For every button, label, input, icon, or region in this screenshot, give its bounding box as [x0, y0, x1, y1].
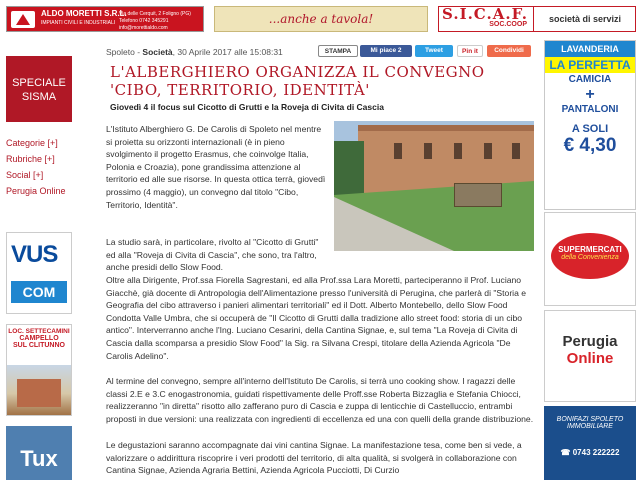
lavanderia-item2: PANTALONI — [561, 104, 619, 115]
settecamini-line3: SUL CLITUNNO — [13, 342, 65, 349]
article-paragraph-3: Oltre alla Dirigente, Prof.ssa Fiorella Sagrestani, ed alla Prof.ssa Lara Moretti, parteciperanno il Prof. Luciano Giacchè, già docente di Antropologia dell'Alimentazione presso l'università di Perugina, che parlerà di "Storia e Geografia del cibo attraverso i panieri alimentari territoriali" ed il Dott. Alberto Montebello, dello Slow Food Condotta Valle Umbra, che si occuperà de "Il Cicotto di Grutti dalla tradizione allo street food: storia di un cibo antico". Interverranno anche l'Ing. Luciano Cesarini, della Cantina Signae, e, sul tema "La Roveja di Civita di Cascia dalla scomparsa a presidio Slow Food" la Sig. ra Silvana Crespi, titolare della Azienda Agricola "De Carolis Adelino". — [106, 275, 527, 361]
top-banner-bar — [0, 0, 640, 38]
vus-com-text: COM — [11, 281, 67, 303]
article-photo — [334, 121, 534, 251]
photo-sign — [454, 183, 502, 207]
ad-vus-com[interactable] — [6, 232, 72, 314]
article-meta: Spoleto - Società, 30 Aprile 2017 alle 15:08:31 — [106, 47, 283, 57]
sicaf-service: società di servizi — [533, 7, 636, 31]
lavanderia-soli: A SOLI — [571, 123, 609, 135]
article-paragraph-1: L'Istituto Alberghiero G. De Carolis di Spoleto nel mentre si proietta su orizzonti internazionali (è in pieno svolgimento il progetto Erasmus, che coinvolge Italia, Polonia e Croazia), pone grandissima attenzione al territorio ed alle sue risorse. In questa ottica terrà, giovedì prossimo (4 maggio), un convegno dal titolo "Cibo, Territorio, Identità". — [106, 124, 326, 210]
ad-perugia-online[interactable] — [544, 310, 636, 402]
print-button[interactable]: STAMPA — [318, 45, 358, 57]
article-paragraph-4: Al termine del convegno, sempre all'interno dell'Istituto De Carolis, si terrà uno cooking show. I ragazzi delle classi 2.E e 3.C enogastronomia, guidati rispettivamente delle Proff.sse Roberta Bizzaglia e Stefania Chiocci, realizzeranno "in diretta" risotto allo zafferano puro di Cascia e zuppa di lenticchie di Castelluccio, entrambi proposti in due versioni: una realizzata con ingredienti di eccellenza ed una con quelli della grande distribuzione. — [106, 376, 534, 424]
sidebar-item-categorie[interactable]: Categorie [+] — [6, 138, 58, 148]
sidebar-item-social[interactable]: Social [+] — [6, 170, 44, 180]
meta-date: , 30 Aprile 2017 alle 15:08:31 — [172, 47, 283, 57]
article-paragraph-5: Le degustazioni saranno accompagnate dai vini cantina Signae. La manifestazione tesa, come ben si vede, a valorizzare o addirittura riscoprire i veri prodotti del territorio, di alta qualità, si svolgerà in collaborazione con Cantina Signae, Azienda Agraria Bettini, Azienda Agricola Pucciotti, Di Curzio — [106, 440, 522, 476]
tweet-button[interactable]: Tweet — [415, 45, 453, 57]
banner-aldo-moretti[interactable] — [6, 6, 204, 32]
supermercati-line1: SUPERMERCATI — [558, 245, 622, 254]
speciale-sisma-button[interactable]: SPECIALE SISMA — [6, 56, 72, 122]
ad-tux[interactable]: Tux — [6, 426, 72, 480]
supermercati-line2: della Convenienza — [561, 254, 619, 261]
sicaf-logo — [439, 7, 531, 31]
meta-section[interactable]: Società — [142, 47, 173, 57]
moretti-email: info@morettialdo.com — [119, 25, 168, 31]
sicaf-name: S.I.C.A.F. — [442, 6, 528, 23]
article-title: L'ALBERGHIERO ORGANIZZA IL CONVEGNO 'CIBO, TERRITORIO, IDENTITÀ' — [110, 63, 485, 99]
perugia-line2: Online — [566, 350, 614, 367]
supermercati-badge — [551, 233, 629, 279]
bonifazi-line1: BONIFAZI SPOLETO — [556, 416, 624, 423]
bonifazi-phone: ☎ 0743 222222 — [560, 448, 620, 457]
bonifazi-line2: IMMOBILIARE — [567, 423, 613, 430]
pin-it-button[interactable]: Pin it — [457, 45, 483, 57]
moretti-address: Via delle Cerquit, 2 Foligno (PG) — [119, 11, 191, 17]
banner-sicaf[interactable] — [438, 6, 636, 32]
lavanderia-brand: LA PERFETTA — [545, 57, 635, 73]
vus-logo-text: VUS — [11, 241, 58, 268]
meta-place: Spoleto — [106, 47, 135, 57]
photo-window — [512, 143, 520, 159]
moretti-name: ALDO MORETTI S.R.L. — [41, 9, 127, 18]
lavanderia-plus: + — [585, 86, 595, 103]
sicaf-coop: SOC.COOP — [489, 21, 527, 28]
moretti-tagline: IMPIANTI CIVILI E INDUSTRIALI — [41, 20, 116, 26]
banner-anche-a-tavola[interactable] — [214, 6, 428, 32]
share-button[interactable]: Condividi — [487, 45, 531, 57]
moretti-logo — [11, 11, 35, 28]
settecamini-line2: CAMPELLO — [19, 335, 59, 342]
photo-window — [484, 143, 492, 159]
sidebar-menu — [6, 138, 72, 196]
facebook-like-button[interactable]: Mi piace 2 — [360, 45, 412, 57]
sidebar-item-rubriche[interactable]: Rubriche [+] — [6, 154, 55, 164]
article-subtitle: Giovedì 4 il focus sul Cicotto di Grutti e la Roveja di Civita di Cascia — [110, 102, 384, 112]
settecamini-line1: LOC. SETTECAMINI — [8, 328, 70, 335]
ad-bonifazi[interactable] — [544, 406, 636, 480]
tavola-text: ...anche a tavola! — [268, 12, 374, 26]
article-paragraph-2: La studio sarà, in particolare, rivolto al "Cicotto di Grutti" ed alla "Roveja di Civita di Cascia", che sono, tra l'altro, anche presidi dello Slow Food. — [106, 237, 319, 273]
left-sidebar — [6, 56, 72, 202]
ad-supermercati[interactable] — [544, 212, 636, 306]
photo-window — [394, 143, 402, 159]
lavanderia-price: € 4,30 — [563, 135, 617, 156]
ad-settecamini[interactable] — [6, 324, 72, 416]
perugia-line1: Perugia — [562, 333, 618, 350]
ad-lavanderia[interactable] — [544, 40, 636, 210]
moretti-contact — [119, 11, 191, 32]
photo-window — [454, 143, 462, 159]
photo-window — [424, 143, 432, 159]
lavanderia-item1: CAMICIA — [568, 74, 612, 85]
sidebar-item-perugia-online[interactable]: Perugia Online — [6, 186, 66, 196]
settecamini-photo — [7, 365, 72, 416]
moretti-phone: Telefono 0742 345291 — [119, 18, 169, 24]
lavanderia-header: LAVANDERIA — [545, 41, 635, 57]
